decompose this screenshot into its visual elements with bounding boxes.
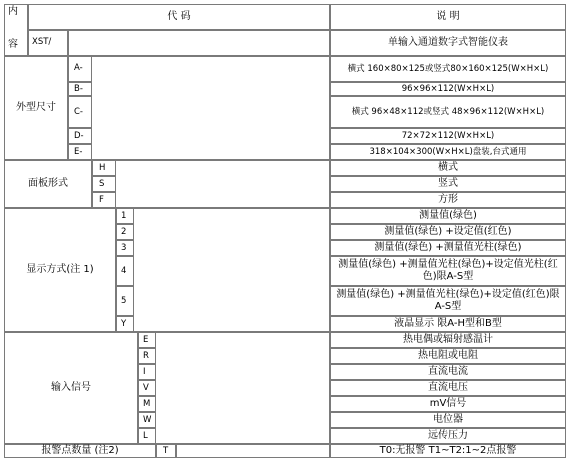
input-desc: 热电偶或辐射感温计: [403, 334, 493, 345]
display-desc: 测量值(绿色) +测量值光柱(绿色)+设定值光柱(红色)限A-S型: [338, 259, 558, 282]
header-nei-label: 内: [8, 6, 18, 17]
input-code: I: [143, 367, 146, 377]
panel-desc: 方形: [438, 194, 458, 205]
input-desc: 远传压力: [428, 430, 468, 441]
input-desc: 热电阻或电阻: [418, 350, 478, 361]
shape-desc: 横式 160×80×125或竖式80×160×125(W×H×L): [347, 63, 549, 74]
panel-spacer-cell: [92, 160, 330, 208]
display-desc: 测量值(绿色) +设定值(红色): [384, 226, 512, 237]
shape-desc: 横式 96×48×112或竖式 48×96×112(W×H×L): [351, 107, 545, 117]
input-code: E: [143, 335, 149, 345]
header-code-label: 代 码: [167, 11, 191, 22]
header-rong-label: 容: [8, 39, 18, 50]
panel-code: S: [99, 179, 105, 189]
display-code: 2: [121, 227, 127, 237]
input-desc: 直流电压: [428, 382, 468, 393]
panel-code: H: [99, 163, 106, 173]
display-code: 4: [121, 266, 127, 276]
shape-code: E-: [74, 147, 83, 157]
alarm-group-label: 报警点数量 (注2): [41, 445, 119, 456]
alarm-spacer-cell: [176, 444, 330, 458]
input-code: W: [143, 415, 152, 425]
shape-desc: 96×96×112(W×H×L): [401, 84, 495, 94]
display-group-label: 显示方式(注 1): [26, 264, 94, 275]
input-code-cell: [138, 364, 156, 380]
shape-code: B-: [74, 84, 83, 94]
display-code: 5: [121, 296, 127, 306]
display-desc: 测量值(绿色) +测量值光柱(绿色): [374, 242, 522, 253]
shape-desc: 72×72×112(W×H×L): [401, 131, 495, 141]
display-code: 1: [121, 211, 127, 221]
header-desc-label: 说 明: [436, 11, 460, 22]
product-code: XST/: [32, 37, 52, 47]
panel-group-label: 面板形式: [28, 178, 68, 189]
product-spacer-cell: [68, 30, 330, 56]
product-desc: 单输入通道数字式智能仪表: [388, 37, 508, 48]
display-desc: 液晶显示 限A-H型和B型: [394, 318, 502, 329]
panel-desc: 竖式: [438, 178, 458, 189]
panel-code: F: [99, 195, 104, 205]
display-desc: 测量值(绿色) +测量值光柱(绿色)+设定值(红色)限A-S型: [336, 289, 560, 312]
shape-code: A-: [74, 63, 83, 73]
input-code: M: [143, 399, 151, 409]
input-desc: 电位器: [433, 414, 463, 425]
display-desc: 测量值(绿色): [419, 210, 477, 221]
input-group-label: 输入信号: [51, 382, 91, 393]
shape-group-label: 外型尺寸: [16, 102, 56, 113]
display-code: Y: [121, 319, 127, 329]
display-code: 3: [121, 243, 127, 253]
shape-code: D-: [74, 131, 84, 141]
input-spacer-cell: [138, 332, 330, 444]
input-code: R: [143, 351, 149, 361]
panel-code-cell: [92, 192, 116, 208]
input-desc: mV信号: [429, 398, 467, 409]
shape-code: C-: [74, 107, 84, 117]
input-code: L: [143, 431, 148, 441]
alarm-desc: T0:无报警 T1~T2:1~2点报警: [379, 445, 517, 456]
shape-spacer-cell: [68, 56, 330, 160]
input-desc: 直流电流: [428, 366, 468, 377]
shape-desc: 318×104×300(W×H×L)盘装,台式通用: [369, 147, 527, 157]
panel-desc: 横式: [438, 162, 458, 173]
display-spacer-cell: [116, 208, 330, 332]
input-code: V: [143, 383, 149, 393]
alarm-code: T: [163, 446, 169, 456]
